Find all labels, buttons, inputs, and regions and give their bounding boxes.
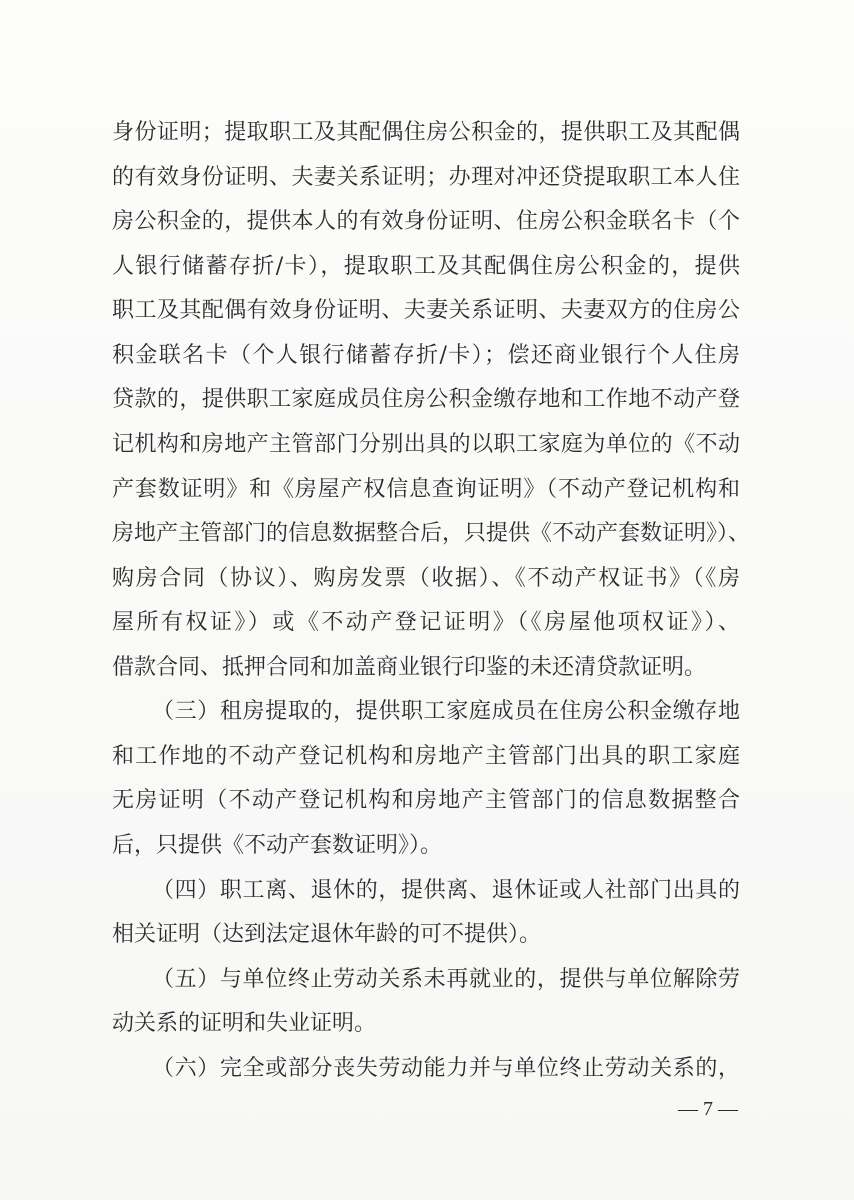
text-line: 和工作地的不动产登记机构和房地产主管部门出具的职工家庭 — [112, 743, 740, 769]
paragraph — [112, 869, 740, 958]
text-line: （三）租房提取的，提供职工家庭成员在住房公积金缴存地 — [152, 699, 740, 725]
text-line: 身份证明；提取职工及其配偶住房公积金的，提供职工及其配偶 — [112, 120, 740, 145]
text-line: 贷款的，提供职工家庭成员住房公积金缴存地和工作地不动产登 — [112, 387, 740, 413]
paragraph — [112, 690, 740, 868]
document-body — [112, 111, 751, 1091]
text-line: 屋所有权证》）或《不动产登记证明》（《房屋他项权证》）、 — [112, 610, 740, 636]
text-line: 后，只提供《不动产套数证明》）。 — [112, 833, 443, 858]
text-line: 无房证明（不动产登记机构和房地产主管部门的信息数据整合 — [112, 788, 740, 814]
text-line: 房公积金的，提供本人的有效身份证明、住房公积金联名卡（个 — [112, 209, 740, 235]
text-line: 积金联名卡（个人银行储蓄存折/卡）；偿还商业银行个人住房 — [112, 342, 740, 368]
page-number: — 7 — — [678, 1098, 738, 1120]
text-line: 的有效身份证明、夫妻关系证明；办理对冲还贷提取职工本人住 — [112, 164, 740, 190]
text-line: 相关证明（达到法定退休年龄的可不提供）。 — [112, 922, 542, 948]
text-line: 购房合同（协议）、购房发票（收据）、《不动产权证书》（《房 — [112, 565, 740, 591]
text-line: （六）完全或部分丧失劳动能力并与单位终止劳动关系的， — [152, 1055, 740, 1081]
text-line: 职工及其配偶有效身份证明、夫妻关系证明、夫妻双方的住房公 — [112, 298, 740, 324]
text-line: 记机构和房地产主管部门分别出具的以职工家庭为单位的《不动 — [112, 431, 740, 457]
text-line: （五）与单位终止劳动关系未再就业的，提供与单位解除劳 — [152, 966, 740, 992]
text-line: 借款合同、抵押合同和加盖商业银行印鉴的未还清贷款证明。 — [112, 654, 707, 680]
text-line: 房地产主管部门的信息数据整合后，只提供《不动产套数证明》）、 — [112, 521, 751, 547]
paragraph — [112, 1047, 740, 1092]
text-line: 人银行储蓄存折/卡），提取职工及其配偶住房公积金的，提供 — [112, 253, 740, 279]
text-line: （四）职工离、退休的，提供离、退休证或人社部门出具的 — [152, 877, 740, 903]
text-line: 动关系的证明和失业证明。 — [112, 1011, 377, 1037]
paragraph — [112, 111, 751, 690]
paragraph — [112, 958, 740, 1047]
text-line: 产套数证明》和《房屋产权信息查询证明》（不动产登记机构和 — [112, 476, 740, 502]
